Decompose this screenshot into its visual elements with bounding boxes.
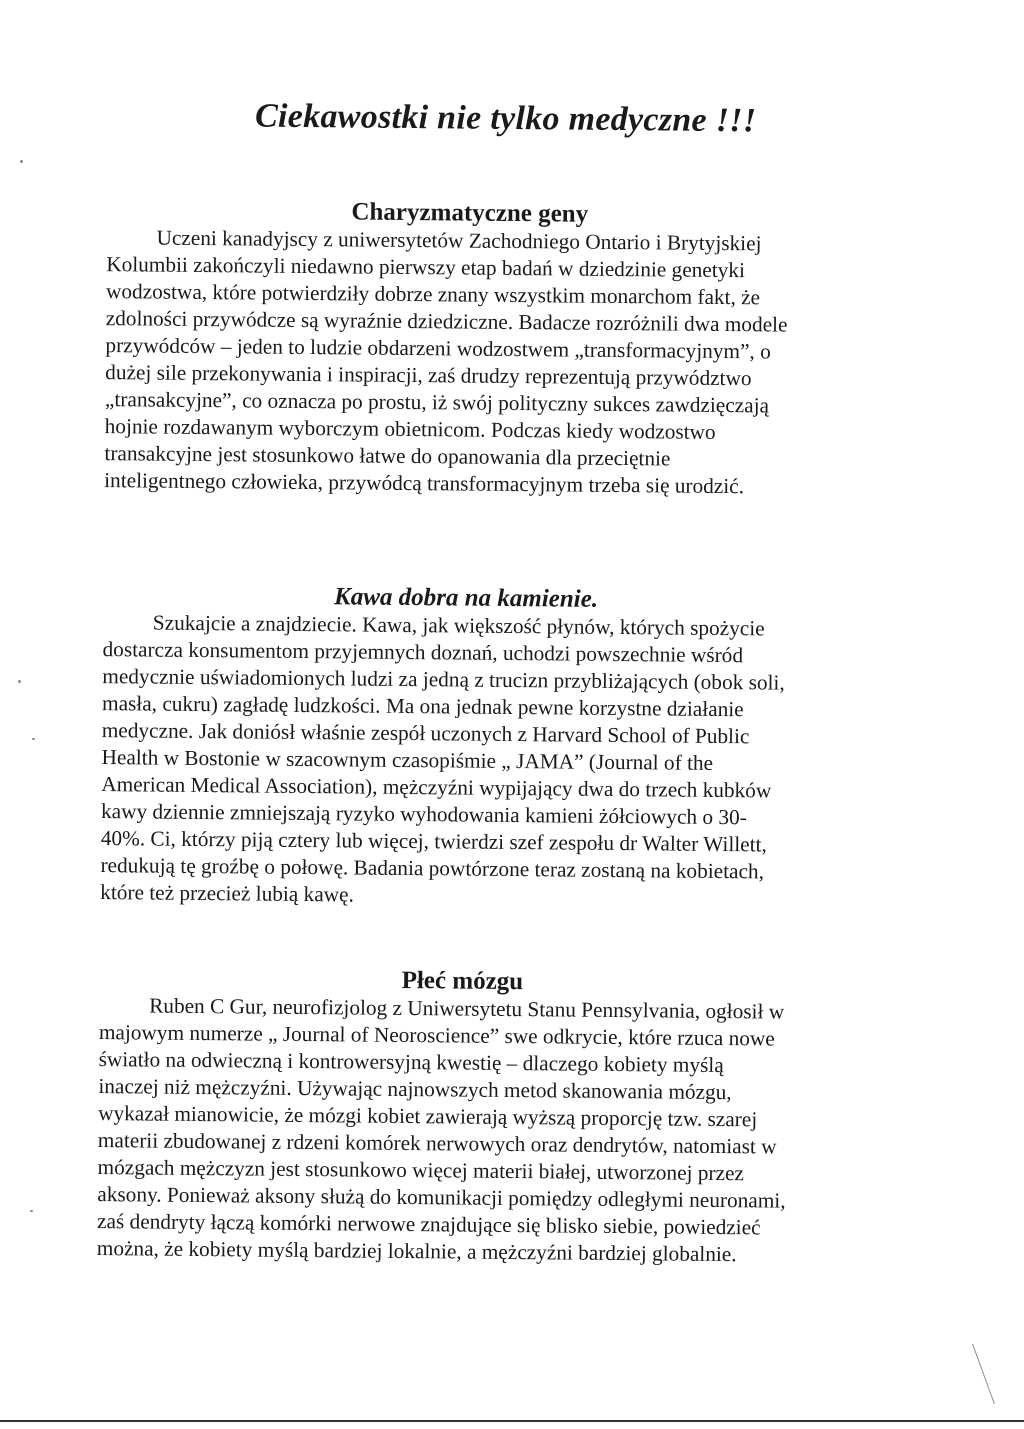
text-line: Ruben C Gur, neurofizjolog z Uniwersytetu Stanu Pennsylvania, ogłosił w	[149, 993, 785, 1024]
scan-edge-line	[0, 1420, 1024, 1422]
text-line: można, że kobiety myślą bardziej lokalnie, a mężczyźni bardziej globalnie.	[96, 1236, 737, 1267]
scan-speck	[30, 1210, 33, 1212]
section-body-plec-mozgu	[97, 992, 860, 1269]
text-line: Health w Bostonie w szacownym czasopiśmie „ JAMA” (Journal of the	[101, 745, 714, 775]
section-heading-kawa-dobra-na-kamienie: Kawa dobra na kamienie.	[333, 583, 599, 613]
text-line: inteligentnego człowieka, przywódcą transformacyjnym trzeba się urodzić.	[104, 468, 745, 499]
text-line: medyczne. Jak doniósł właśnie zespół uczonych z Harvard School of Public	[101, 718, 750, 749]
page-title: Ciekawostki nie tylko medyczne !!!	[254, 97, 757, 140]
text-line: transakcyjne jest stosunkowo łatwe do opanowania dla przeciętnie	[104, 441, 671, 471]
text-line: aksony. Ponieważ aksony służą do komunikacji pomiędzy odległymi neuronami,	[97, 1182, 786, 1213]
text-line: światło na odwieczną i kontrowersyjną kwestię – dlaczego kobiety myślą	[98, 1047, 724, 1078]
text-line: materii zbudowanej z rdzeni komórek nerwowych oraz dendrytów, natomiast w	[97, 1128, 777, 1159]
section-body-charyzmatyczne-geny	[104, 224, 867, 501]
text-line: kawy dziennie zmniejszają ryzyko wyhodowania kamieni żółciowych o 30-	[100, 799, 747, 830]
text-line: dostarcza konsumentom przyjemnych doznań, uchodzi powszechnie wśród	[102, 637, 744, 668]
scan-speck	[18, 680, 21, 683]
text-line: które też przecież lubią kawę.	[100, 880, 354, 907]
text-line: Uczeni kanadyjscy z uniwersytetów Zachodniego Ontario i Brytyjskiej	[156, 225, 762, 256]
text-line: przywódców – jeden to ludzie obdarzeni wodzostwem „transformacyjnym”, o	[105, 333, 771, 364]
text-line: majowym numerze „ Journal of Neoroscience” swe odkrycie, które rzuca nowe	[98, 1020, 775, 1051]
text-line: Szukajcie a znajdziecie. Kawa, jak większość płynów, których spożycie	[152, 610, 765, 641]
text-line: Kolumbii zakończyli niedawno pierwszy etap badań w dziedzinie genetyki	[106, 252, 746, 283]
text-line: „transakcyjne”, co oznacza po prostu, iż swój polityczny sukces zawdzięczają	[104, 387, 770, 418]
scan-speck	[32, 738, 35, 740]
scan-speck	[20, 160, 23, 163]
section-heading-plec-mozgu: Płeć mózgu	[401, 966, 524, 996]
section-body-kawa-dobra-na-kamienie	[100, 609, 863, 913]
text-line: medycznie uświadomionych ludzi za jedną z trucizn przybliżających (obok soli,	[102, 664, 785, 695]
text-line: masła, cukru) zagładę ludzkości. Ma ona jednak pewne korzystne działanie	[101, 691, 744, 722]
text-line: zdolności przywódcze są wyraźnie dziedziczne. Badacze rozróżnili dwa modele	[105, 306, 788, 337]
text-line: wodzostwa, które potwierdziły dobrze znany wszystkim monarchom fakt, że	[105, 279, 761, 310]
text-line: mózgach mężczyzn jest stosunkowo więcej materii białej, utworzonej przez	[97, 1155, 745, 1186]
section-heading-charyzmatyczne-geny: Charyzmatyczne geny	[351, 198, 589, 228]
text-line: zaś dendryty łączą komórki nerwowe znajdujące się blisko siebie, powiedzieć	[96, 1209, 761, 1240]
text-line: redukują tę groźbę o połowę. Badania powtórzone teraz zostaną na kobietach,	[100, 853, 765, 884]
text-line: 40%. Ci, którzy piją cztery lub więcej, twierdzi szef zespołu dr Walter Willett,	[100, 826, 767, 857]
text-line: wykazał mianowicie, że mózgi kobiet zawierają wyższą proporcję tzw. szarej	[98, 1101, 758, 1132]
text-line: inaczej niż mężczyźni. Używając najnowszych metod skanowania mózgu,	[98, 1074, 732, 1105]
text-line: American Medical Association), mężczyźni wypijający dwa do trzech kubków	[101, 772, 772, 803]
text-line: dużej sile przekonywania i inspiracji, zaś drudzy reprezentują przywództwo	[105, 360, 752, 391]
text-line: hojnie rozdawanym wyborczym obietnicom. Podczas kiedy wodzostwo	[104, 414, 716, 444]
